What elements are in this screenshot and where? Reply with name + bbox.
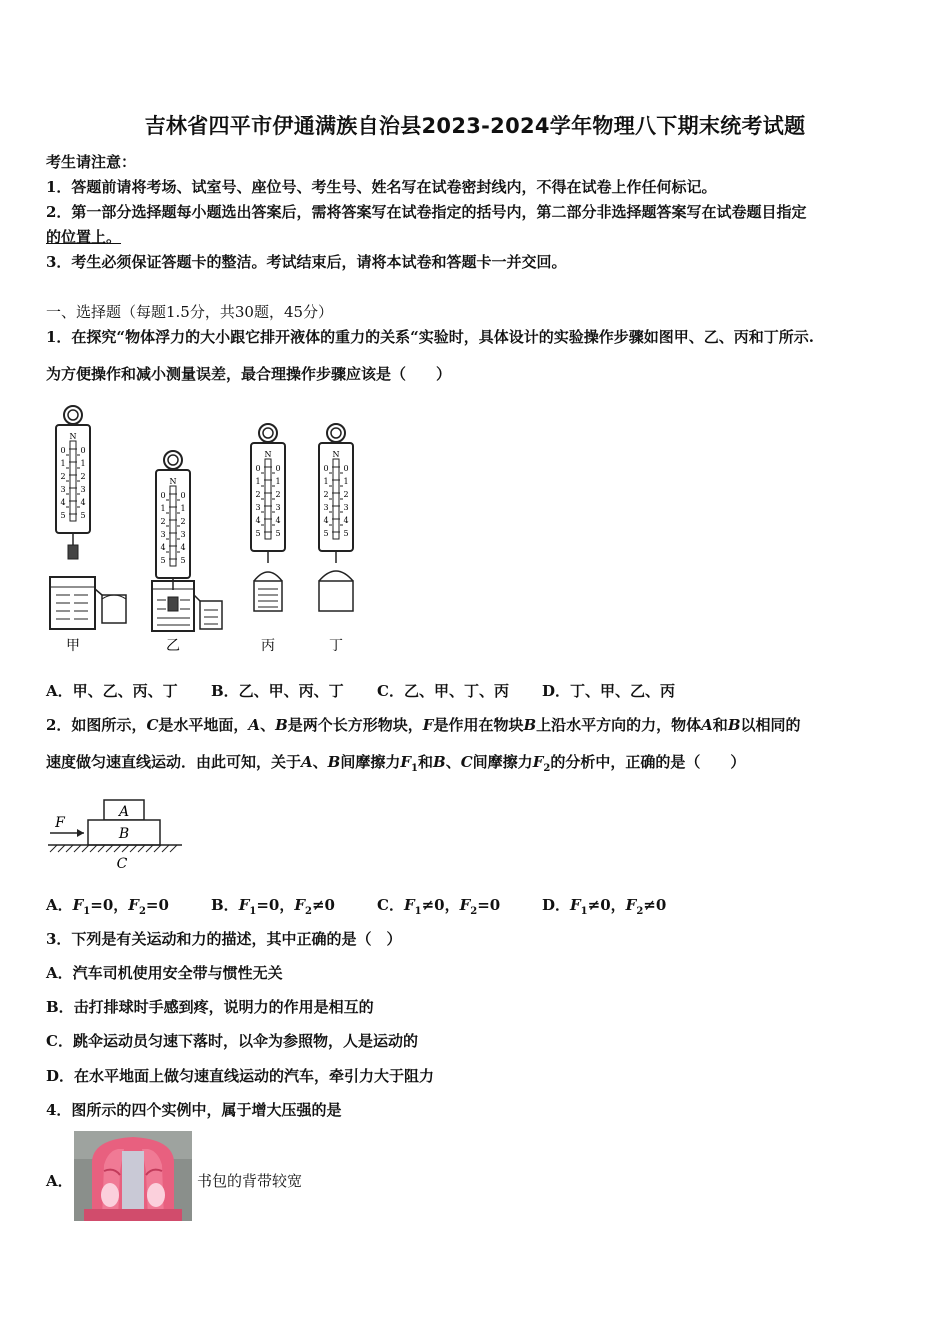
question-2-stem: 2．如图所示，C是水平地面，A、B是两个长方形物块，F是作用在物块B上沿水平方向的力，物体A和B以相同的 (46, 716, 801, 734)
tick-label: 5 (275, 529, 281, 538)
figure-label-yi: 乙 (166, 638, 180, 654)
tick-label: 0 (343, 464, 349, 473)
tick-label: 1 (323, 477, 329, 486)
tick-label: 0 (80, 446, 86, 455)
section-heading: 一、选择题（每题1.5分，共30题，45分） (46, 303, 334, 321)
scale-letter: N (332, 450, 340, 459)
force-f-label: F (55, 815, 65, 831)
tick-label: 1 (275, 477, 281, 486)
tick-label: 2 (180, 517, 186, 526)
tick-label: 2 (60, 472, 66, 481)
tick-label: 3 (160, 530, 166, 539)
page-title: 吉林省四平市伊通满族自治县2023-2024学年物理八下期末统考试题 (144, 114, 806, 138)
scale-letter: N (69, 432, 77, 441)
tick-label: 1 (255, 477, 261, 486)
backpack-photo (74, 1131, 192, 1221)
question-3-stem: 3．下列是有关运动和力的描述，其中正确的是（ ） (46, 930, 402, 948)
tick-label: 2 (343, 490, 349, 499)
tick-label: 4 (60, 498, 66, 507)
scale-letter: N (264, 450, 272, 459)
question-3-option-a: A．汽车司机使用安全带与惯性无关 (46, 964, 283, 982)
tick-label: 4 (255, 516, 261, 525)
tick-label: 5 (160, 556, 166, 565)
question-3-option-d: D．在水平地面上做匀速直线运动的汽车，牵引力大于阻力 (46, 1067, 435, 1085)
figure-label-jia: 甲 (66, 638, 80, 654)
scale-bing (251, 424, 285, 611)
tick-label: 4 (275, 516, 281, 525)
question-3-option-b: B．击打排球时手感到疼，说明力的作用是相互的 (46, 998, 374, 1016)
tick-label: 0 (160, 491, 166, 500)
blocks-figure (44, 794, 189, 874)
tick-label: 4 (180, 543, 186, 552)
question-2-option-d: D．$F_1\ne 0$，$F_2\ne 0$ (542, 896, 667, 917)
tick-label: 3 (80, 485, 86, 494)
tick-label: 5 (323, 529, 329, 538)
tick-label: 3 (60, 485, 66, 494)
question-4-stem: 4．图所示的四个实例中，属于增大压强的是 (46, 1101, 342, 1119)
question-1-option-c: C．乙、甲、丁、丙 (377, 682, 509, 700)
question-1-stem: 1．在探究“物体浮力的大小跟它排开液体的重力的关系“实验时，具体设计的实验操作步骤如图甲、乙、丙和丁所示. (46, 328, 814, 346)
tick-label: 5 (180, 556, 186, 565)
spring-scale-figure (40, 405, 360, 660)
block-b-label: B (118, 826, 130, 842)
tick-label: 4 (160, 543, 166, 552)
tick-label: 0 (180, 491, 186, 500)
tick-label: 5 (255, 529, 261, 538)
notice-item: 的位置上。 (46, 228, 122, 246)
tick-label: 5 (80, 511, 86, 520)
question-3-option-c: C．跳伞运动员匀速下落时，以伞为参照物，人是运动的 (46, 1032, 418, 1050)
beaker-jia (50, 577, 126, 629)
question-2-option-a: A．$F_1=0$，$F_2=0$ (46, 896, 169, 917)
question-2-option-c: C．$F_1\ne 0$，$F_2=0$ (377, 896, 501, 917)
tick-label: 3 (180, 530, 186, 539)
tick-label: 0 (323, 464, 329, 473)
tick-label: 0 (60, 446, 66, 455)
scale-jia (56, 406, 90, 559)
tick-label: 1 (180, 504, 186, 513)
question-4-option-a-letter: A． (46, 1172, 73, 1190)
question-1-option-b: B．乙、甲、丙、丁 (211, 682, 344, 700)
tick-label: 2 (80, 472, 86, 481)
ground-c-label: C (116, 856, 128, 872)
notice-item: 3．考生必须保证答题卡的整洁。考试结束后，请将本试卷和答题卡一并交回。 (46, 253, 567, 271)
tick-label: 4 (80, 498, 86, 507)
tick-label: 3 (343, 503, 349, 512)
tick-label: 4 (343, 516, 349, 525)
figure-label-bing: 丙 (261, 638, 275, 654)
tick-label: 1 (343, 477, 349, 486)
tick-label: 2 (275, 490, 281, 499)
tick-label: 0 (255, 464, 261, 473)
question-1-stem: 为方便操作和减小测量误差，最合理操作步骤应该是（ ） (46, 365, 452, 383)
scale-ding (319, 424, 353, 611)
question-2-option-b: B．$F_1=0$，$F_2\ne 0$ (211, 896, 335, 917)
tick-label: 3 (323, 503, 329, 512)
question-4-option-a-text: 书包的背带较宽 (197, 1172, 303, 1190)
tick-label: 2 (255, 490, 261, 499)
notice-item: 1．答题前请将考场、试室号、座位号、考生号、姓名写在试卷密封线内，不得在试卷上作任何标记。 (46, 178, 717, 196)
tick-label: 1 (60, 459, 66, 468)
question-1-option-a: A．甲、乙、丙、丁 (46, 682, 178, 700)
scale-letter: N (169, 477, 177, 486)
tick-label: 0 (275, 464, 281, 473)
scale-yi (156, 451, 190, 590)
tick-label: 1 (80, 459, 86, 468)
tick-label: 3 (275, 503, 281, 512)
tick-label: 2 (160, 517, 166, 526)
block-a-label: A (118, 804, 130, 820)
tick-label: 3 (255, 503, 261, 512)
tick-label: 5 (343, 529, 349, 538)
notice-item: 2．第一部分选择题每小题选出答案后，需将答案写在试卷指定的括号内，第二部分非选择题答案写在试卷题目指定 (46, 203, 807, 221)
notice-heading: 考生请注意： (46, 153, 137, 171)
beaker-yi (152, 581, 222, 631)
question-2-stem: 速度做匀速直线运动．由此可知，关于A、B间摩擦力$F_1$和B、C间摩擦力$F_2$的分析中，正确的是（ ） (46, 753, 746, 774)
tick-label: 1 (160, 504, 166, 513)
tick-label: 2 (323, 490, 329, 499)
figure-label-ding: 丁 (329, 638, 343, 654)
question-1-option-d: D．丁、甲、乙、丙 (542, 682, 676, 700)
tick-label: 4 (323, 516, 329, 525)
tick-label: 5 (60, 511, 66, 520)
